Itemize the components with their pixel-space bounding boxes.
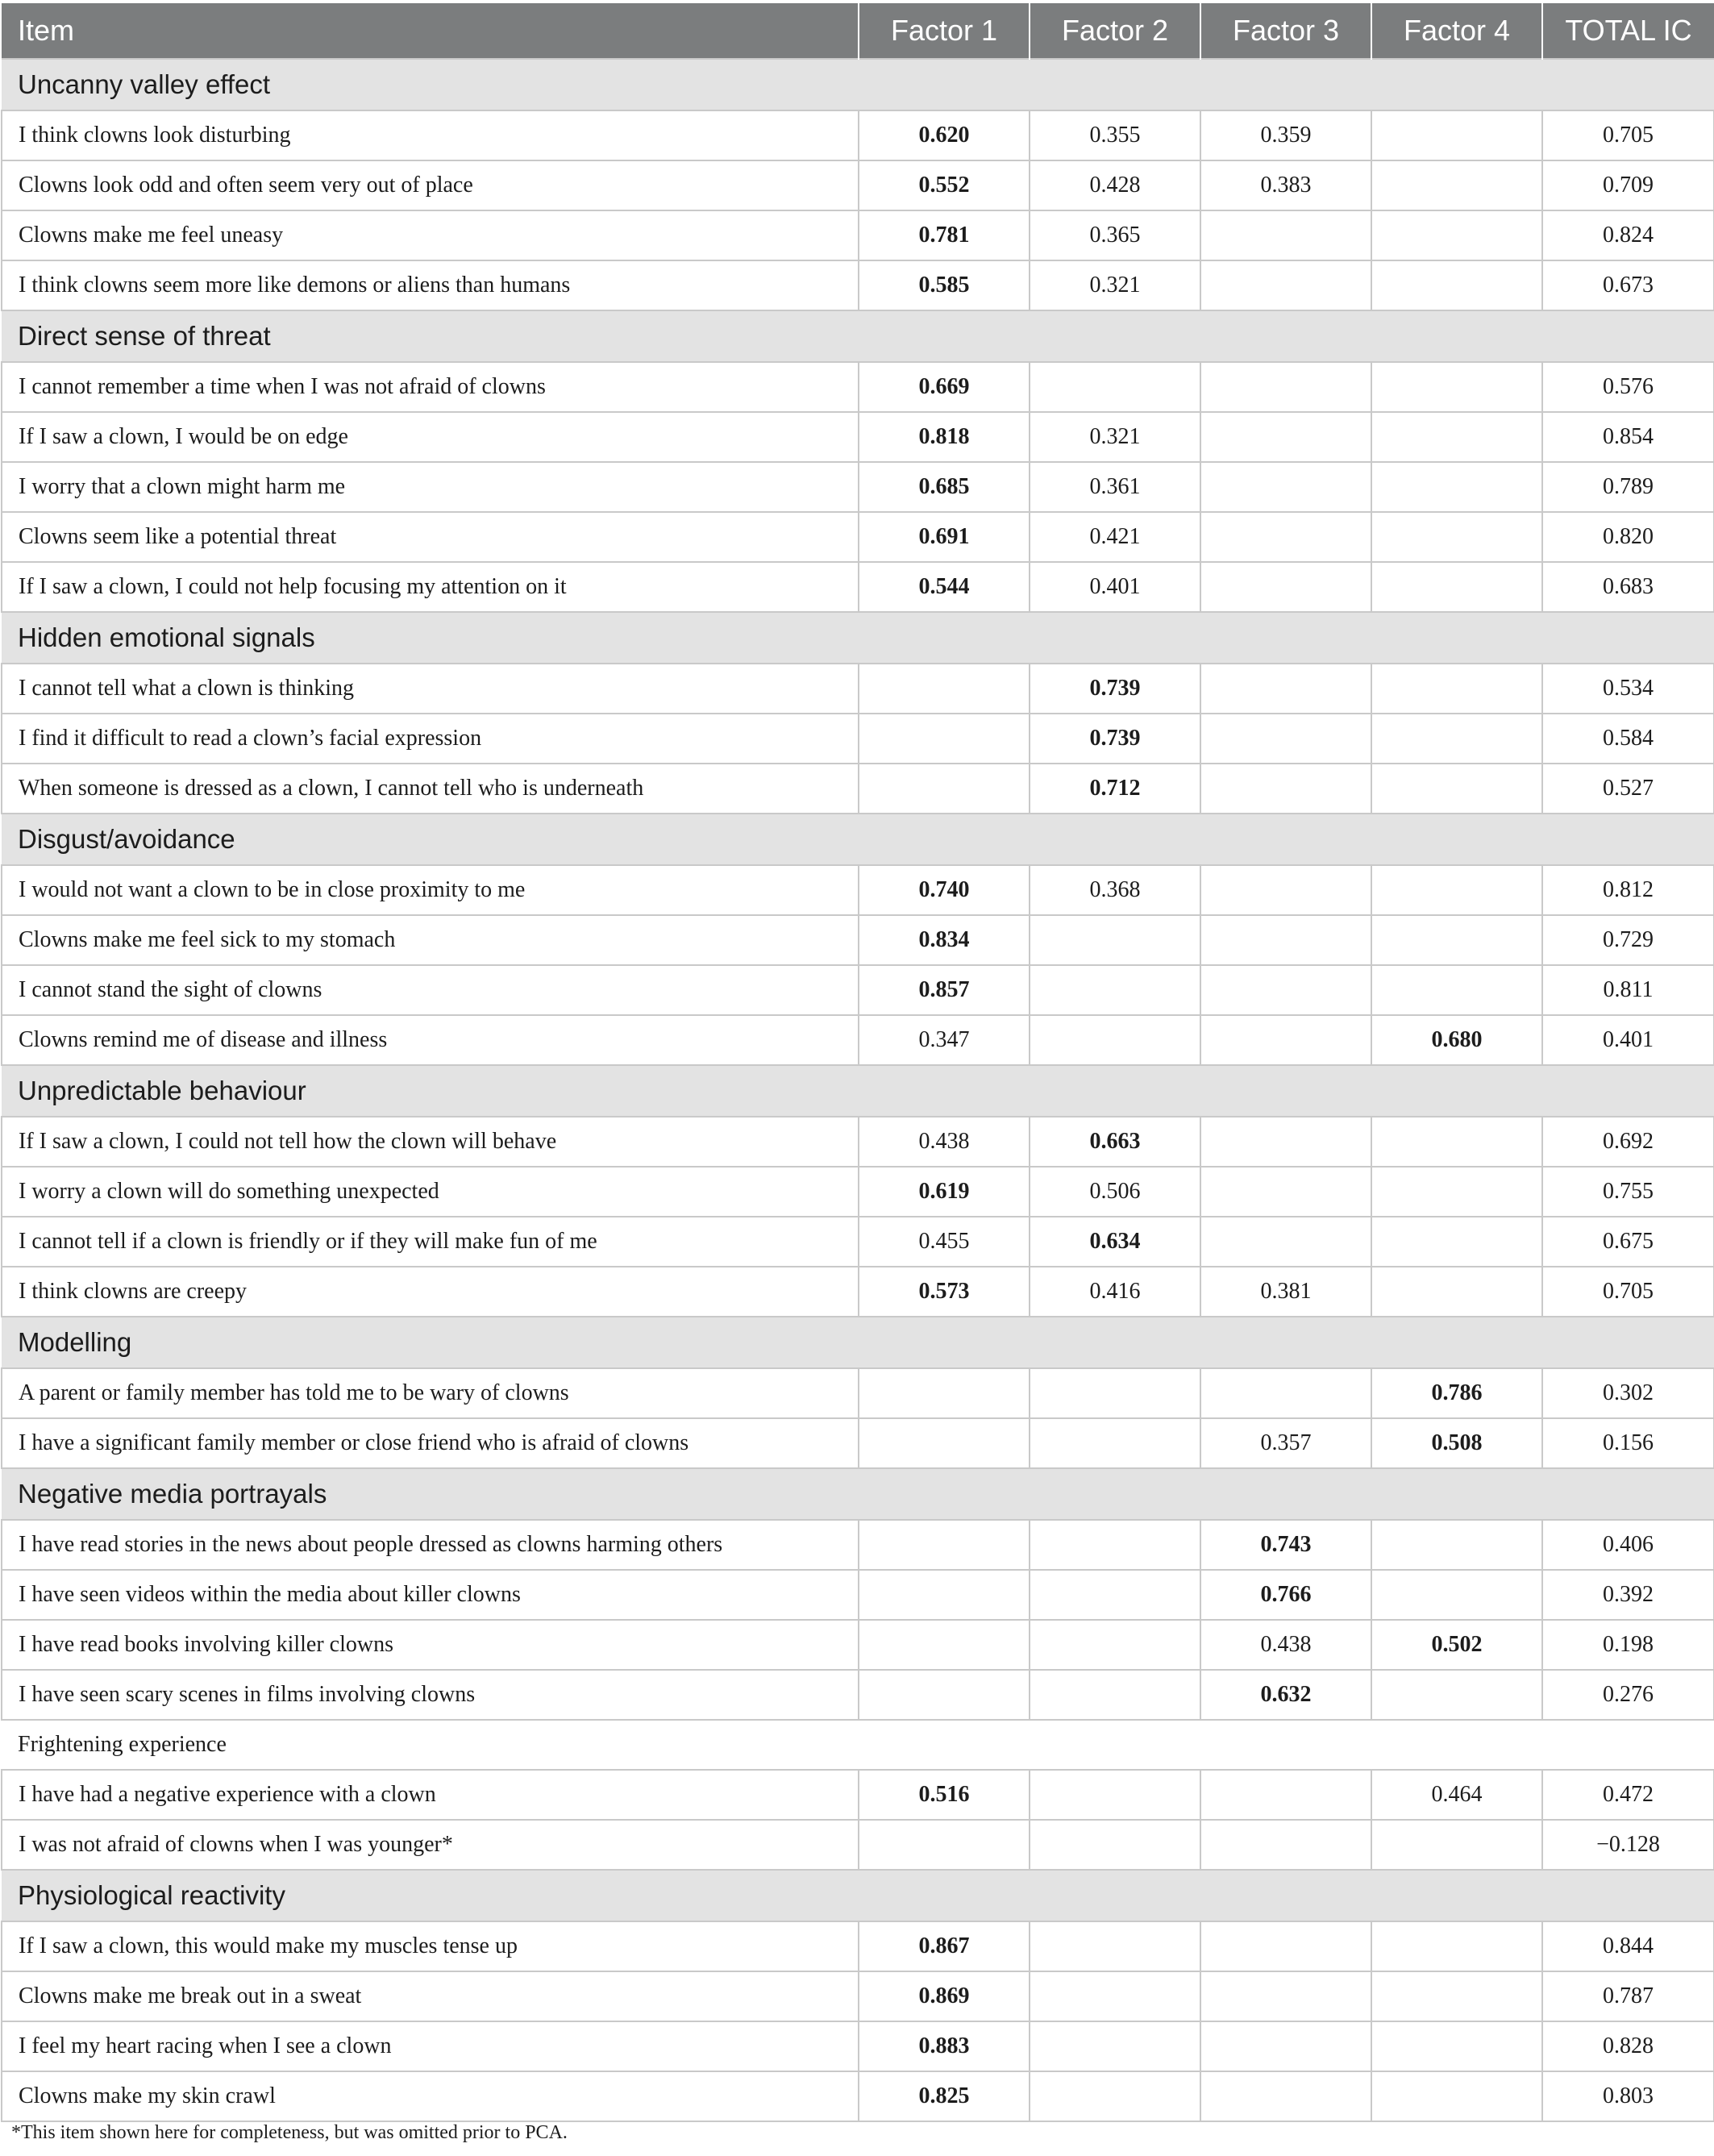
factor-1-cell [859, 1820, 1030, 1870]
item-cell: I think clowns seem more like demons or aliens than humans [2, 260, 859, 310]
item-cell: I was not afraid of clowns when I was younger* [2, 1820, 859, 1870]
factor-1-cell: 0.573 [859, 1267, 1030, 1317]
factor-3-cell [1200, 210, 1371, 260]
item-cell: I have seen videos within the media about killer clowns [2, 1570, 859, 1620]
table-row [2, 764, 1714, 814]
factor-4-cell [1371, 1167, 1542, 1217]
table-row [2, 1015, 1714, 1065]
table-row [2, 1820, 1714, 1870]
total-ic-cell: 0.527 [1542, 764, 1714, 814]
factor-2-cell: 0.506 [1030, 1167, 1200, 1217]
factor-2-cell [1030, 2071, 1200, 2121]
factor-2-cell: 0.321 [1030, 412, 1200, 462]
factor-4-cell [1371, 1217, 1542, 1267]
factor-3-cell [1200, 462, 1371, 512]
total-ic-cell: 0.755 [1542, 1167, 1714, 1217]
total-ic-cell: 0.692 [1542, 1117, 1714, 1167]
factor-3-cell: 0.359 [1200, 110, 1371, 160]
item-cell: Clowns make my skin crawl [2, 2071, 859, 2121]
table-row [2, 1971, 1714, 2021]
factor-2-cell: 0.365 [1030, 210, 1200, 260]
factor-1-cell: 0.544 [859, 562, 1030, 612]
factor-1-cell: 0.834 [859, 915, 1030, 965]
factor-1-cell: 0.669 [859, 362, 1030, 412]
factor-4-cell [1371, 965, 1542, 1015]
table-row [2, 965, 1714, 1015]
factor-3-cell [1200, 412, 1371, 462]
factor-2-cell: 0.416 [1030, 1267, 1200, 1317]
table-row [2, 1670, 1714, 1720]
factor-3-cell [1200, 865, 1371, 915]
factor-4-cell: 0.508 [1371, 1418, 1542, 1468]
factor-3-cell [1200, 2071, 1371, 2121]
factor-1-cell [859, 1620, 1030, 1670]
factor-1-cell: 0.552 [859, 160, 1030, 210]
section-row [2, 59, 1714, 110]
table-row [2, 1117, 1714, 1167]
total-ic-cell: 0.198 [1542, 1620, 1714, 1670]
table-row [2, 714, 1714, 764]
total-ic-cell: 0.789 [1542, 462, 1714, 512]
total-ic-cell: 0.675 [1542, 1217, 1714, 1267]
factor-3-cell [1200, 1921, 1371, 1971]
item-cell: I have read stories in the news about people dressed as clowns harming others [2, 1520, 859, 1570]
factor-4-cell [1371, 1971, 1542, 2021]
total-ic-cell: 0.673 [1542, 260, 1714, 310]
factor-1-cell: 0.883 [859, 2021, 1030, 2071]
factor-1-cell: 0.585 [859, 260, 1030, 310]
factor-4-cell [1371, 1267, 1542, 1317]
total-ic-cell: 0.392 [1542, 1570, 1714, 1620]
factor-4-cell [1371, 2071, 1542, 2121]
section-title: Negative media portrayals [2, 1468, 1714, 1520]
table-body [2, 59, 1714, 2121]
item-cell: Clowns make me break out in a sweat [2, 1971, 859, 2021]
factor-1-cell: 0.455 [859, 1217, 1030, 1267]
factor-4-cell [1371, 260, 1542, 310]
column-header-factor-2: Factor 2 [1030, 3, 1200, 59]
factor-2-cell [1030, 1520, 1200, 1570]
total-ic-cell: 0.709 [1542, 160, 1714, 210]
factor-1-cell: 0.691 [859, 512, 1030, 562]
column-header-total-ic: TOTAL IC [1542, 3, 1714, 59]
table-footnote: *This item shown here for completeness, but was omitted prior to PCA. [11, 2122, 568, 2143]
factor-4-cell [1371, 562, 1542, 612]
factor-4-cell [1371, 1117, 1542, 1167]
factor-3-cell: 0.632 [1200, 1670, 1371, 1720]
factor-2-cell: 0.421 [1030, 512, 1200, 562]
total-ic-cell: 0.811 [1542, 965, 1714, 1015]
total-ic-cell: 0.472 [1542, 1770, 1714, 1820]
section-title: Uncanny valley effect [2, 59, 1714, 110]
factor-loadings-table [1, 3, 1714, 2122]
factor-1-cell: 0.740 [859, 865, 1030, 915]
factor-3-cell: 0.743 [1200, 1520, 1371, 1570]
factor-2-cell [1030, 1015, 1200, 1065]
item-cell: I think clowns look disturbing [2, 110, 859, 160]
table-row [2, 1520, 1714, 1570]
factor-2-cell [1030, 2021, 1200, 2071]
factor-2-cell [1030, 965, 1200, 1015]
factor-3-cell [1200, 965, 1371, 1015]
factor-4-cell [1371, 512, 1542, 562]
item-cell: If I saw a clown, I could not tell how the clown will behave [2, 1117, 859, 1167]
item-cell: Clowns seem like a potential threat [2, 512, 859, 562]
factor-2-cell: 0.355 [1030, 110, 1200, 160]
item-cell: I cannot tell what a clown is thinking [2, 664, 859, 714]
total-ic-cell: 0.828 [1542, 2021, 1714, 2071]
factor-4-cell [1371, 110, 1542, 160]
factor-2-cell [1030, 1418, 1200, 1468]
total-ic-cell: 0.820 [1542, 512, 1714, 562]
factor-2-cell [1030, 1820, 1200, 1870]
item-cell: A parent or family member has told me to be wary of clowns [2, 1368, 859, 1418]
table-container [1, 3, 1713, 2122]
total-ic-cell: 0.705 [1542, 110, 1714, 160]
factor-4-cell: 0.464 [1371, 1770, 1542, 1820]
factor-2-cell: 0.739 [1030, 664, 1200, 714]
factor-1-cell: 0.619 [859, 1167, 1030, 1217]
table-row [2, 1167, 1714, 1217]
table-row [2, 1620, 1714, 1670]
factor-1-cell [859, 1418, 1030, 1468]
factor-4-cell [1371, 2021, 1542, 2071]
table-row [2, 1770, 1714, 1820]
factor-4-cell [1371, 664, 1542, 714]
factor-2-cell: 0.368 [1030, 865, 1200, 915]
item-cell: If I saw a clown, I could not help focusing my attention on it [2, 562, 859, 612]
factor-3-cell [1200, 260, 1371, 310]
table-row [2, 512, 1714, 562]
table-row [2, 462, 1714, 512]
factor-4-cell [1371, 865, 1542, 915]
factor-3-cell [1200, 664, 1371, 714]
table-row [2, 2021, 1714, 2071]
factor-1-cell: 0.869 [859, 1971, 1030, 2021]
factor-1-cell: 0.818 [859, 412, 1030, 462]
factor-4-cell [1371, 160, 1542, 210]
section-row [2, 1468, 1714, 1520]
factor-1-cell: 0.516 [859, 1770, 1030, 1820]
factor-2-cell: 0.712 [1030, 764, 1200, 814]
factor-3-cell [1200, 1217, 1371, 1267]
section-row [2, 1065, 1714, 1117]
section-title: Hidden emotional signals [2, 612, 1714, 664]
total-ic-cell: 0.302 [1542, 1368, 1714, 1418]
column-header-factor-1: Factor 1 [859, 3, 1030, 59]
factor-2-cell [1030, 1770, 1200, 1820]
factor-3-cell [1200, 915, 1371, 965]
factor-4-cell [1371, 1520, 1542, 1570]
factor-1-cell [859, 1368, 1030, 1418]
table-row [2, 160, 1714, 210]
factor-3-cell [1200, 1971, 1371, 2021]
section-row [2, 814, 1714, 865]
factor-1-cell: 0.867 [859, 1921, 1030, 1971]
factor-1-cell: 0.347 [859, 1015, 1030, 1065]
factor-2-cell [1030, 1670, 1200, 1720]
factor-4-cell [1371, 764, 1542, 814]
section-title: Physiological reactivity [2, 1870, 1714, 1921]
item-cell: If I saw a clown, this would make my muscles tense up [2, 1921, 859, 1971]
factor-1-cell: 0.781 [859, 210, 1030, 260]
factor-1-cell: 0.620 [859, 110, 1030, 160]
table-row [2, 1217, 1714, 1267]
factor-3-cell [1200, 714, 1371, 764]
item-cell: I think clowns are creepy [2, 1267, 859, 1317]
factor-3-cell [1200, 764, 1371, 814]
factor-4-cell [1371, 915, 1542, 965]
item-cell: Clowns make me feel sick to my stomach [2, 915, 859, 965]
item-cell: I cannot stand the sight of clowns [2, 965, 859, 1015]
factor-1-cell: 0.857 [859, 965, 1030, 1015]
factor-4-cell: 0.680 [1371, 1015, 1542, 1065]
factor-2-cell [1030, 1921, 1200, 1971]
table-row [2, 260, 1714, 310]
table-row [2, 1267, 1714, 1317]
section-title: Disgust/avoidance [2, 814, 1714, 865]
factor-3-cell [1200, 562, 1371, 612]
total-ic-cell: 0.729 [1542, 915, 1714, 965]
factor-3-cell [1200, 2021, 1371, 2071]
factor-1-cell [859, 764, 1030, 814]
factor-1-cell [859, 1570, 1030, 1620]
section-row [2, 1317, 1714, 1368]
item-cell: Clowns make me feel uneasy [2, 210, 859, 260]
item-cell: If I saw a clown, I would be on edge [2, 412, 859, 462]
factor-2-cell: 0.361 [1030, 462, 1200, 512]
section-title: Modelling [2, 1317, 1714, 1368]
factor-2-cell [1030, 1620, 1200, 1670]
item-cell: I would not want a clown to be in close proximity to me [2, 865, 859, 915]
total-ic-cell: 0.156 [1542, 1418, 1714, 1468]
section-row [2, 612, 1714, 664]
header-row [2, 3, 1714, 59]
factor-4-cell [1371, 462, 1542, 512]
factor-3-cell: 0.381 [1200, 1267, 1371, 1317]
total-ic-cell: −0.128 [1542, 1820, 1714, 1870]
factor-4-cell [1371, 1921, 1542, 1971]
total-ic-cell: 0.824 [1542, 210, 1714, 260]
column-header-factor-4: Factor 4 [1371, 3, 1542, 59]
table-row [2, 562, 1714, 612]
factor-2-cell: 0.634 [1030, 1217, 1200, 1267]
factor-4-cell [1371, 714, 1542, 764]
factor-3-cell: 0.438 [1200, 1620, 1371, 1670]
item-cell: I have seen scary scenes in films involving clowns [2, 1670, 859, 1720]
total-ic-cell: 0.406 [1542, 1520, 1714, 1570]
table-row [2, 1368, 1714, 1418]
factor-1-cell [859, 1670, 1030, 1720]
factor-2-cell [1030, 362, 1200, 412]
factor-3-cell: 0.357 [1200, 1418, 1371, 1468]
total-ic-cell: 0.803 [1542, 2071, 1714, 2121]
item-cell: I worry a clown will do something unexpected [2, 1167, 859, 1217]
item-cell: I feel my heart racing when I see a clown [2, 2021, 859, 2071]
factor-2-cell [1030, 915, 1200, 965]
total-ic-cell: 0.576 [1542, 362, 1714, 412]
section-row [2, 310, 1714, 362]
total-ic-cell: 0.705 [1542, 1267, 1714, 1317]
factor-3-cell: 0.766 [1200, 1570, 1371, 1620]
item-cell: I worry that a clown might harm me [2, 462, 859, 512]
item-cell: I find it difficult to read a clown’s facial expression [2, 714, 859, 764]
table-row [2, 362, 1714, 412]
section-title: Direct sense of threat [2, 310, 1714, 362]
total-ic-cell: 0.787 [1542, 1971, 1714, 2021]
factor-4-cell [1371, 1820, 1542, 1870]
factor-3-cell [1200, 1117, 1371, 1167]
factor-4-cell: 0.502 [1371, 1620, 1542, 1670]
factor-3-cell [1200, 512, 1371, 562]
factor-2-cell [1030, 1368, 1200, 1418]
factor-4-cell [1371, 1570, 1542, 1620]
section-row [2, 1870, 1714, 1921]
table-row [2, 110, 1714, 160]
factor-2-cell [1030, 1570, 1200, 1620]
factor-2-cell: 0.321 [1030, 260, 1200, 310]
item-cell: I cannot remember a time when I was not afraid of clowns [2, 362, 859, 412]
table-row [2, 664, 1714, 714]
factor-3-cell [1200, 1770, 1371, 1820]
factor-2-cell: 0.428 [1030, 160, 1200, 210]
item-cell: I have read books involving killer clowns [2, 1620, 859, 1670]
factor-2-cell: 0.401 [1030, 562, 1200, 612]
factor-1-cell: 0.685 [859, 462, 1030, 512]
table-row [2, 2071, 1714, 2121]
table-row [2, 1418, 1714, 1468]
table-row [2, 1921, 1714, 1971]
factor-3-cell [1200, 1368, 1371, 1418]
table-row [2, 865, 1714, 915]
factor-3-cell [1200, 1167, 1371, 1217]
total-ic-cell: 0.534 [1542, 664, 1714, 714]
factor-4-cell [1371, 362, 1542, 412]
factor-4-cell [1371, 412, 1542, 462]
factor-3-cell [1200, 1015, 1371, 1065]
factor-1-cell [859, 664, 1030, 714]
total-ic-cell: 0.854 [1542, 412, 1714, 462]
item-cell: I have had a negative experience with a clown [2, 1770, 859, 1820]
factor-1-cell: 0.438 [859, 1117, 1030, 1167]
total-ic-cell: 0.683 [1542, 562, 1714, 612]
factor-1-cell [859, 1520, 1030, 1570]
factor-3-cell [1200, 1820, 1371, 1870]
total-ic-cell: 0.401 [1542, 1015, 1714, 1065]
table-row [2, 412, 1714, 462]
factor-2-cell [1030, 1971, 1200, 2021]
item-cell: I have a significant family member or close friend who is afraid of clowns [2, 1418, 859, 1468]
item-cell: When someone is dressed as a clown, I cannot tell who is underneath [2, 764, 859, 814]
column-header-item: Item [2, 3, 859, 59]
factor-1-cell [859, 714, 1030, 764]
table-row [2, 915, 1714, 965]
column-header-factor-3: Factor 3 [1200, 3, 1371, 59]
table-row [2, 1570, 1714, 1620]
section-title: Frightening experience [2, 1720, 1714, 1770]
factor-4-cell [1371, 210, 1542, 260]
item-cell: Clowns look odd and often seem very out of place [2, 160, 859, 210]
total-ic-cell: 0.844 [1542, 1921, 1714, 1971]
total-ic-cell: 0.276 [1542, 1670, 1714, 1720]
item-cell: Clowns remind me of disease and illness [2, 1015, 859, 1065]
factor-2-cell: 0.663 [1030, 1117, 1200, 1167]
item-cell: I cannot tell if a clown is friendly or if they will make fun of me [2, 1217, 859, 1267]
factor-1-cell: 0.825 [859, 2071, 1030, 2121]
total-ic-cell: 0.584 [1542, 714, 1714, 764]
factor-4-cell: 0.786 [1371, 1368, 1542, 1418]
factor-3-cell: 0.383 [1200, 160, 1371, 210]
factor-2-cell: 0.739 [1030, 714, 1200, 764]
table-row [2, 210, 1714, 260]
factor-4-cell [1371, 1670, 1542, 1720]
total-ic-cell: 0.812 [1542, 865, 1714, 915]
section-row [2, 1720, 1714, 1770]
section-title: Unpredictable behaviour [2, 1065, 1714, 1117]
factor-3-cell [1200, 362, 1371, 412]
